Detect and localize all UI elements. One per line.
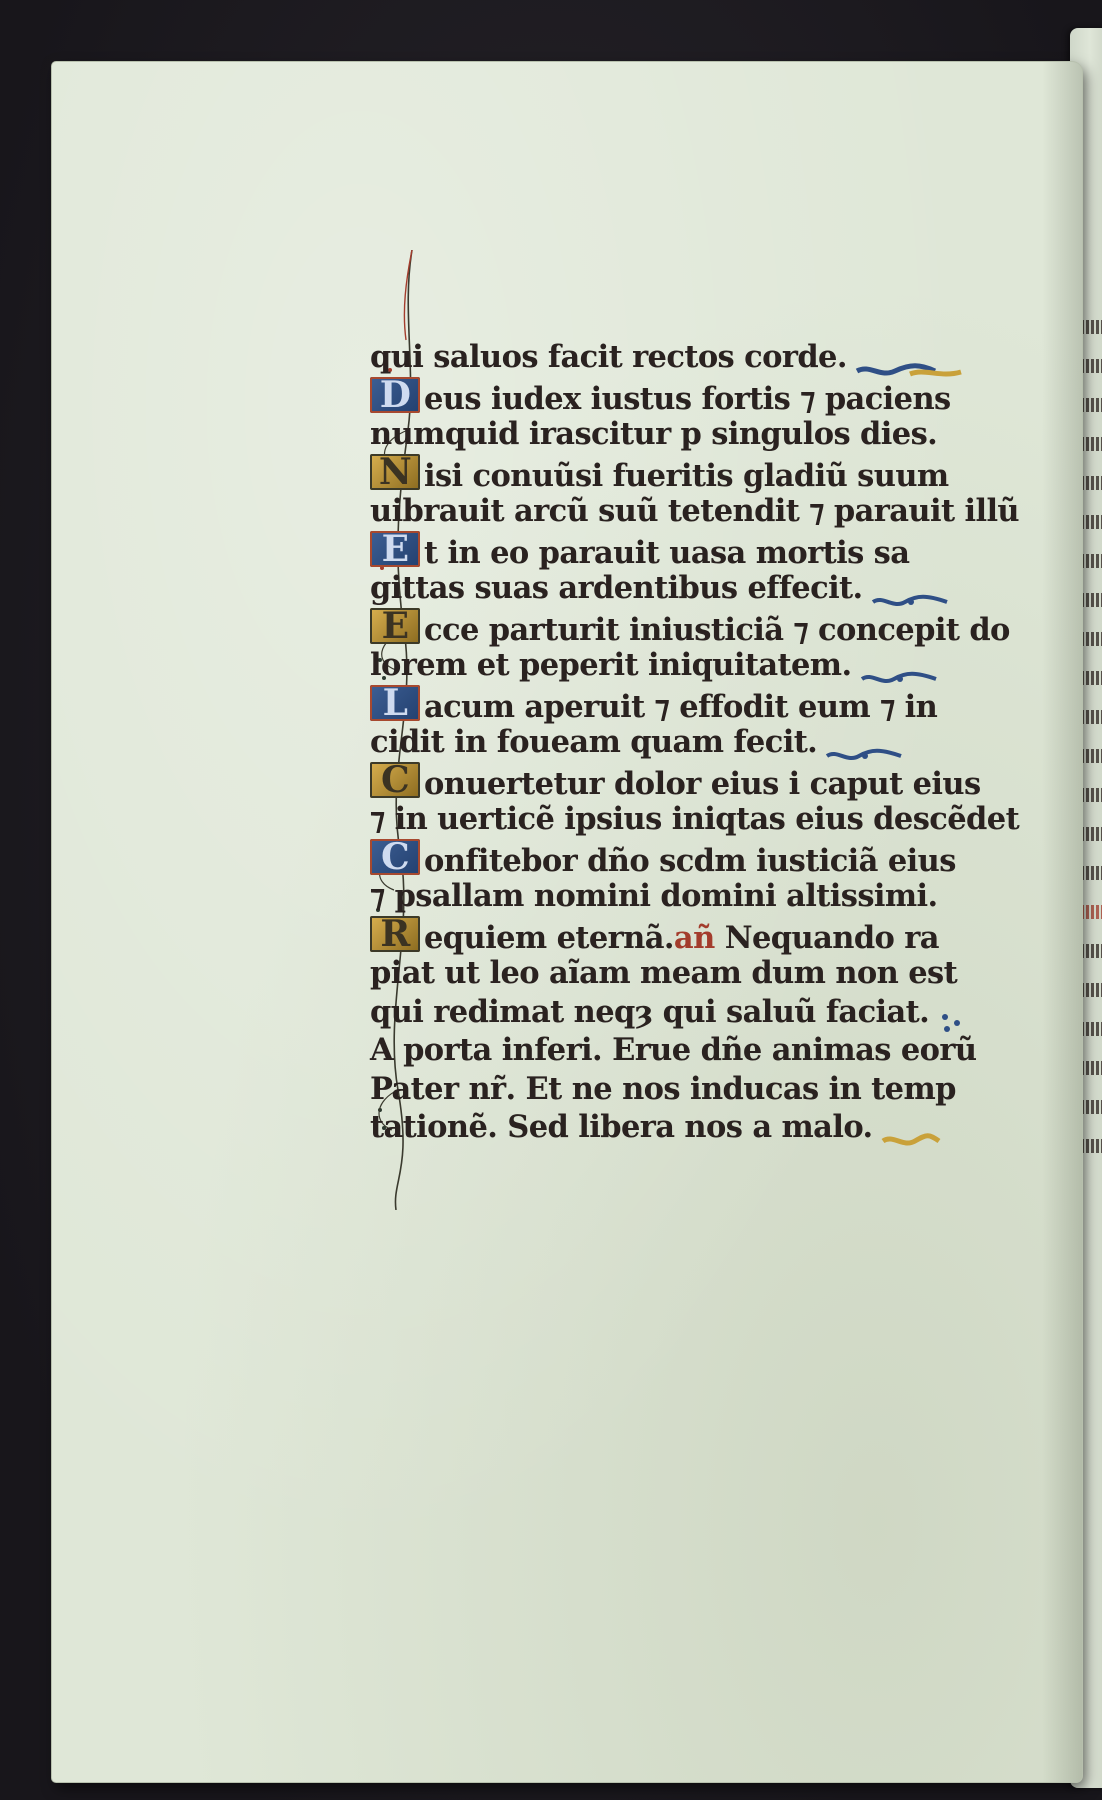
line-filler-ornament	[825, 736, 905, 752]
line-text: onfitebor dño scdm iusticiã eius	[424, 842, 956, 879]
text-line	[370, 954, 1020, 993]
text-line	[370, 450, 1020, 494]
line-text: Pater nr̃. Et ne nos inducas in temp	[370, 1070, 956, 1107]
illuminated-initial: C	[370, 839, 420, 875]
line-filler-ornament	[937, 1006, 967, 1022]
text-block	[370, 338, 1020, 1147]
line-filler-ornament	[881, 1121, 941, 1137]
illuminated-initial: L	[370, 685, 420, 721]
illuminated-initial: C	[370, 762, 420, 798]
line-text: A porta inferi. Erue dñe animas eorũ	[370, 1032, 977, 1068]
text-line	[370, 681, 1020, 725]
illuminated-initial: R	[370, 916, 420, 952]
text-line	[370, 877, 1020, 916]
line-text: qui redimat neqȝ qui saluũ faciat.	[370, 993, 930, 1030]
illuminated-initial: E	[370, 608, 420, 644]
text-line	[370, 758, 1020, 802]
line-text: t in eo parauit uasa mortis sa	[424, 534, 910, 571]
text-line	[370, 527, 1020, 571]
line-text-continuation: Nequando ra	[714, 919, 939, 956]
text-line	[370, 373, 1020, 417]
illuminated-initial: D	[370, 377, 420, 413]
line-filler-ornament	[855, 351, 965, 367]
rubric-antiphon: añ	[673, 919, 715, 956]
illuminated-initial: E	[370, 531, 420, 567]
line-text: ⁊ in uerticẽ ipsius iniqtas eius descẽdet	[370, 801, 1020, 837]
line-text: gittas suas ardentibus effecit.	[370, 570, 863, 606]
line-text: piat ut leo aĩam meam dum non est	[370, 955, 958, 991]
line-filler-ornament	[871, 582, 951, 598]
text-line	[370, 1070, 1020, 1109]
text-line	[370, 993, 1020, 1032]
line-text: lorem et peperit iniquitatem.	[370, 647, 852, 683]
line-text: eus iudex iustus fortis ⁊ paciens	[424, 380, 951, 417]
text-line	[370, 569, 1020, 608]
line-filler-ornament	[860, 659, 940, 675]
line-text: onuertetur dolor eius i caput eius	[424, 765, 981, 802]
text-line	[370, 912, 1020, 956]
illuminated-initial: N	[370, 454, 420, 490]
text-line	[370, 415, 1020, 454]
line-text: acum aperuit ⁊ effodit eum ⁊ in	[424, 688, 938, 725]
text-line	[370, 1031, 1020, 1070]
text-line	[370, 1108, 1020, 1147]
line-text: ⁊ psallam nomini domini altissimi.	[370, 878, 938, 914]
line-text: qui saluos facit rectos corde.	[370, 339, 847, 375]
line-text: uibrauit arcũ suũ tetendit ⁊ parauit illũ	[370, 493, 1020, 529]
text-line	[370, 604, 1020, 648]
line-text: isi conuũsi fueritis gladiũ suum	[424, 457, 949, 494]
text-line	[370, 800, 1020, 839]
line-text: cce parturit iniusticiã ⁊ concepit do	[424, 611, 1010, 648]
text-line	[370, 646, 1020, 685]
gutter-shadow	[1042, 62, 1082, 1782]
text-line	[370, 492, 1020, 531]
text-line	[370, 723, 1020, 762]
line-text: numquid irascitur p singulos dies.	[370, 416, 938, 452]
line-text: equiem eternã.	[424, 919, 674, 956]
text-line	[370, 835, 1020, 879]
line-text: cidit in foueam quam fecit.	[370, 724, 818, 760]
text-line	[370, 338, 1020, 377]
line-text: tationẽ. Sed libera nos a malo.	[370, 1109, 873, 1145]
